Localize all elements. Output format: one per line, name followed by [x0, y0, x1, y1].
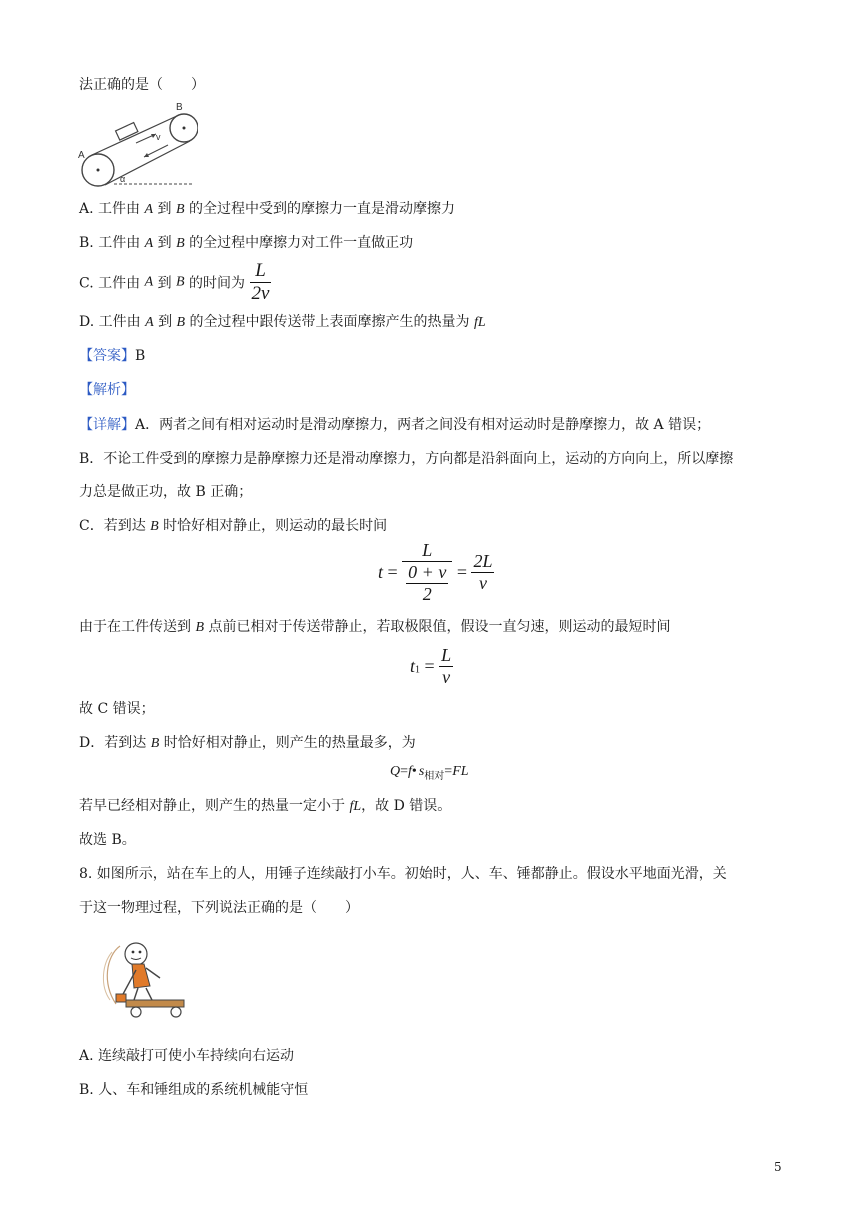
person-hammering-cart-figure — [98, 934, 194, 1024]
q7-option-c: C. 工件由 A 到 B 的时间为 $\frac{L}{2v}$ — [79, 260, 270, 304]
analysis-label: 【解析】 — [79, 382, 135, 398]
label-v: v — [156, 132, 161, 142]
q8-option-a: A. 连续敲打可使小车持续向右运动 — [79, 1048, 295, 1064]
detail-b-line2: 力总是做正功，故 B 正确； — [79, 484, 253, 500]
q8-stem-line2: 于这一物理过程，下列说法正确的是（ ） — [79, 900, 359, 916]
detail-b-line1: B．不论工件受到的摩擦力是静摩擦力还是滑动摩擦力，方向都是沿斜面向上，运动的方向向上，所以摩擦 — [79, 451, 734, 467]
q7-option-d: D. 工件由 A 到 B 的全过程中跟传送带上表面摩擦产生的热量为 fL — [79, 314, 486, 330]
conveyor-belt-figure — [78, 100, 198, 190]
final-answer: 故选 B。 — [79, 832, 136, 848]
q8-option-b: B. 人、车和锤组成的系统机械能守恒 — [79, 1082, 309, 1098]
label-b: B — [176, 102, 183, 113]
q7-option-a: A. 工件由 A 到 B 的全过程中受到的摩擦力一直是滑动摩擦力 — [79, 201, 455, 217]
detail-c-conclusion: 故 C 错误； — [79, 701, 155, 717]
detail-d-line2: 若早已经相对静止，则产生的热量一定小于 fL，故 D 错误。 — [79, 798, 452, 814]
q7-stem-tail: 法正确的是（ ） — [79, 77, 205, 93]
equation-longest-time: t = $\frac{L}{\frac{0 + v}{2}}$ = $\frac{2L}{v}$ — [378, 540, 493, 604]
fraction-l-over-2v: $\frac{L}{2v}$ — [251, 260, 270, 304]
equation-heat: Q=f• $s_{相对}=FL$ — [390, 764, 469, 782]
answer-line — [79, 345, 145, 365]
detail-label: 【详解】 — [79, 417, 135, 433]
detail-d-line1: D．若到达 B 时恰好相对静止，则产生的热量最多，为 — [79, 735, 416, 751]
q7-option-b: B. 工件由 A 到 B 的全过程中摩擦力对工件一直做正功 — [79, 235, 414, 251]
equation-shortest-time: $t_1$ = $\frac{L}{v}$ — [410, 645, 452, 687]
detail-c-line1: C．若到达 B 时恰好相对静止，则运动的最长时间 — [79, 518, 388, 534]
detail-a: 【详解】A．两者之间有相对运动时是滑动摩擦力，两者之间没有相对运动时是静摩擦力，故 A 错误； — [79, 417, 711, 433]
answer-value: B — [135, 348, 146, 364]
page-number: 5 — [774, 1160, 782, 1174]
answer-label: 【答案】 — [79, 348, 135, 364]
label-a: A — [78, 150, 85, 161]
detail-c-line2: 由于在工件传送到 B 点前已相对于传送带静止，若取极限值，假设一直匀速，则运动的最短时间 — [79, 619, 671, 635]
q8-stem-line1: 8. 如图所示，站在车上的人，用锤子连续敲打小车。初始时，人、车、锤都静止。假设水平地面光滑，关 — [79, 866, 727, 882]
label-alpha: α — [120, 174, 126, 184]
